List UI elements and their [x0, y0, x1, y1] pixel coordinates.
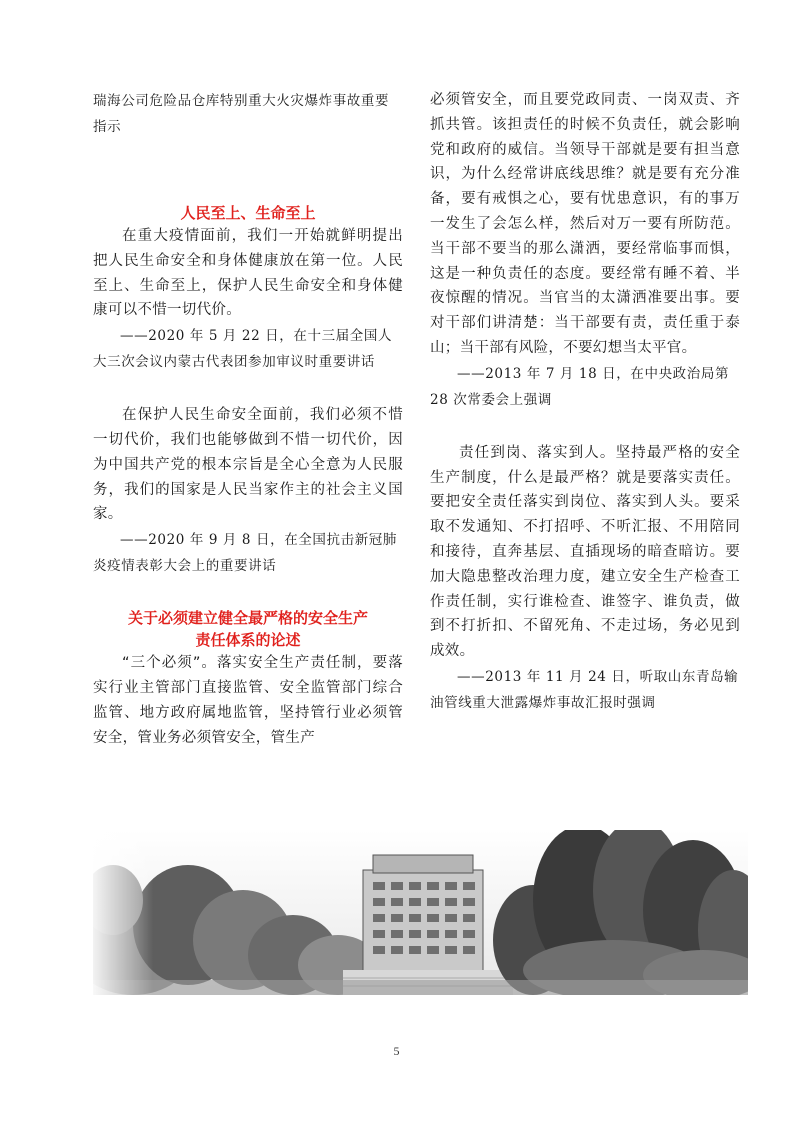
- intro-source: 瑞海公司危险品仓库特别重大火灾爆炸事故重要指示: [93, 93, 390, 135]
- paragraph: 必须管安全，而且要党政同责、一岗双责、齐抓共管。该担责任的时候不负责任，就会影响党和政府的威信。当领导干部就是要有担当意识，为什么经常讲底线思维？就是要有充分准备，要有戒惧之心，要有忧患意识，有的事万一发生了会怎么样，然后对万一要有所防范。当干部不要当的那么潇洒，要经常临事而惧，这是一种负责任的态度。要经常有睡不着、半夜惊醒的情况。当官当的太潇洒准要出事。要对干部们讲清楚：当干部要有责，责任重于泰山；当干部有风险，不要幻想当太平官。: [430, 92, 740, 356]
- right-column: [430, 88, 740, 716]
- page-number: 5: [393, 1044, 400, 1058]
- left-column: [93, 88, 403, 750]
- source-citation: ——2020 年 9 月 8 日，在全国抗击新冠肺炎疫情表彰大会上的重要讲话: [93, 532, 397, 575]
- section-heading-people-first: 人民至上、生命至上: [180, 204, 316, 222]
- source-citation: ——2020 年 5 月 22 日，在十三届全国人大三次会议内蒙古代表团参加审议时重要讲话: [93, 328, 393, 371]
- section-heading-responsibility-line2: 责任体系的论述: [195, 631, 301, 650]
- source-citation: ——2013 年 11 月 24 日，听取山东青岛输油管线重大泄露爆炸事故汇报时强调: [430, 668, 739, 711]
- paragraph: 责任到岗、落实到人。坚持最严格的安全生产制度，什么是最严格？就是要落实责任。要把安全责任落实到岗位、落实到人头。要采取不发通知、不打招呼、不听汇报、不用陪同和接待，直奔基层、直插现场的暗查暗访。要加大隐患整改治理力度，建立安全生产检查工作责任制，实行谁检查、谁签字、谁负责，做到不打折扣、不留死角、不走过场，务必见到成效。: [430, 444, 740, 660]
- section-heading-responsibility-line1: 关于必须建立健全最严格的安全生产: [127, 609, 368, 628]
- paragraph: “三个必须”。落实安全生产责任制，要落实行业主管部门直接监管、安全监管部门综合监管、地方政府属地监管，坚持管行业必须管安全，管业务必须管安全，管生产: [93, 655, 403, 746]
- paragraph: 在重大疫情面前，我们一开始就鲜明提出把人民生命安全和身体健康放在第一位。人民至上、生命至上，保护人民生命安全和身体健康可以不惜一切代价。: [93, 228, 403, 319]
- source-citation: ——2013 年 7 月 18 日，在中央政治局第 28 次常委会上强调: [430, 365, 730, 408]
- campus-photo: [93, 830, 748, 995]
- paragraph: 在保护人民生命安全面前，我们必须不惜一切代价，我们也能够做到不惜一切代价，因为中国共产党的根本宗旨是全心全意为人民服务，我们的国家是人民当家作主的社会主义国家。: [93, 407, 403, 523]
